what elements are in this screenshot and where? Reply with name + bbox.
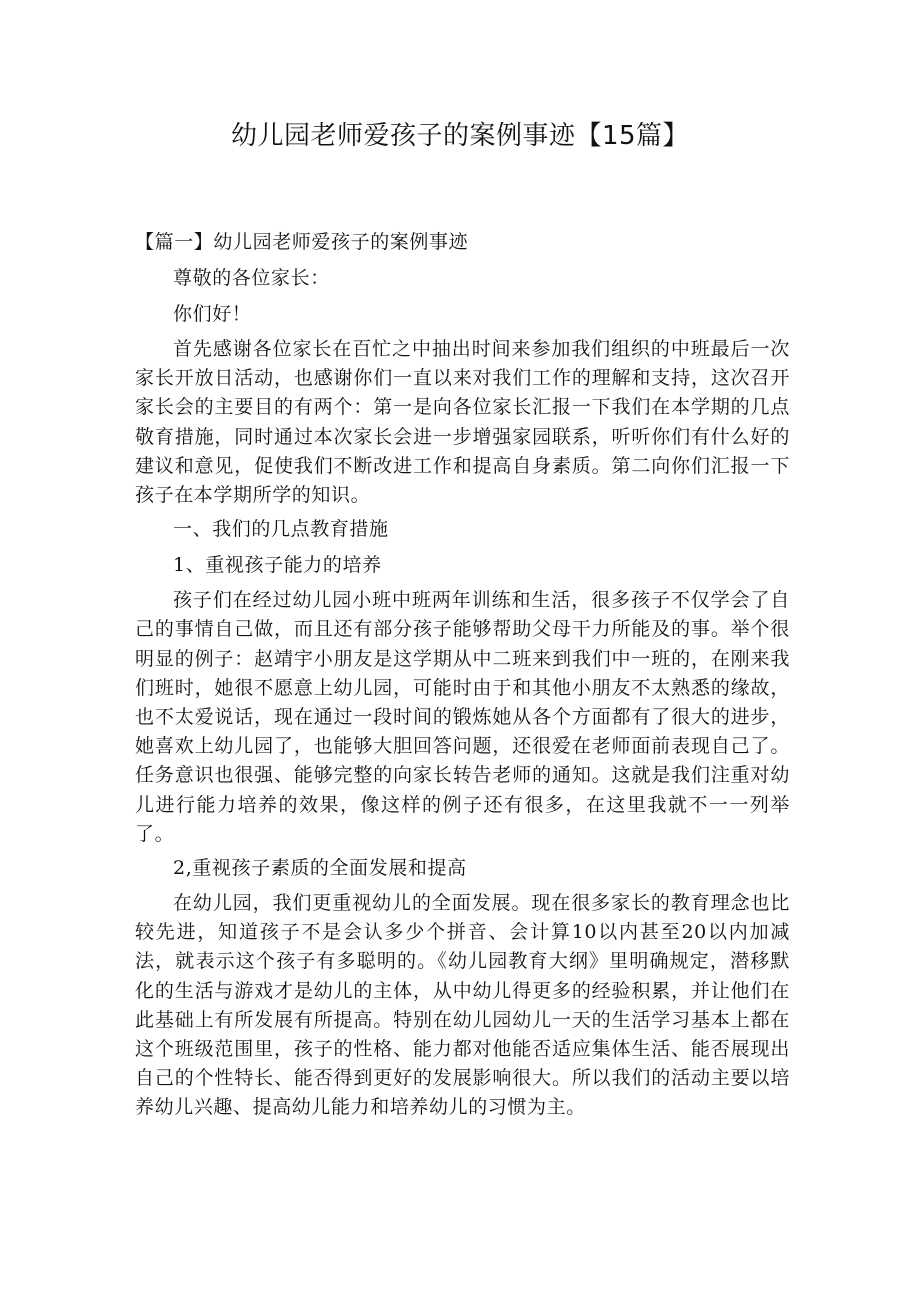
intro-paragraph: 首先感谢各位家长在百忙之中抽出时间来参加我们组织的中班最后一次家长开放日活动，也感谢你们一直以来对我们工作的理解和支持，这次召开家长会的主要目的有两个：第一是向各位家长汇报一下我们在本学期的几点敬育措施，同时通过本次家长会进一步增强家园联系，听听你们有什么好的建议和意见，促使我们不断改进工作和提高自身素质。第二向你们汇报一下孩子在本学期所学的知识。 <box>135 338 790 507</box>
salutation: 你们好！ <box>173 303 252 325</box>
point-1-paragraph: 孩子们在经过幼儿园小班中班两年训练和生活，很多孩子不仅学会了自己的事情自己做，而且还有部分孩子能够帮助父母干力所能及的事。举个很明显的例子：赵靖宇小朋友是这学期从中二班来到我们中一班的，在刚来我们班时，她很不愿意上幼儿园，可能时由于和其他小朋友不太熟悉的缘故，也不太爱说话，现在通过一段时间的锻炼她从各个方面都有了很大的进步，她喜欢上幼儿园了，也能够大胆回答问题，还很爱在老师面前表现自己了。任务意识也很强、能够完整的向家长转告老师的通知。这就是我们注重对幼儿进行能力培养的效果，像这样的例子还有很多，在这里我就不一一列举了。 <box>135 589 790 845</box>
document-body <box>135 227 790 1127</box>
subheading: 一、我们的几点教育措施 <box>173 518 389 541</box>
greeting: 尊敬的各位家长： <box>173 267 330 289</box>
point-2-title: 2,重视孩子素质的全面发展和提高 <box>173 857 467 880</box>
point-1-title: 1、重视孩子能力的培养 <box>173 554 382 577</box>
section-heading: 【篇一】幼儿园老师爱孩子的案例事迹 <box>135 231 469 253</box>
document-title: 幼儿园老师爱孩子的案例事迹【15篇】 <box>230 121 690 151</box>
point-2-paragraph: 在幼儿园，我们更重视幼儿的全面发展。现在很多家长的教育理念也比较先进，知道孩子不是会认多少个拼音、会计算10以内甚至20以内加减法，就表示这个孩子有多聪明的。《幼儿园教育大纲》里明确规定，潜移默化的生活与游戏才是幼儿的主体，从中幼儿得更多的经验积累，并让他们在此基础上有所发展有所提高。特别在幼儿园幼儿一天的生活学习基本上都在这个班级范围里，孩子的性格、能力都对他能否适应集体生活、能否展现出自己的个性特长、能否得到更好的发展影响很大。所以我们的活动主要以培养幼儿兴趣、提高幼儿能力和培养幼儿的习惯为主。 <box>135 892 790 1119</box>
